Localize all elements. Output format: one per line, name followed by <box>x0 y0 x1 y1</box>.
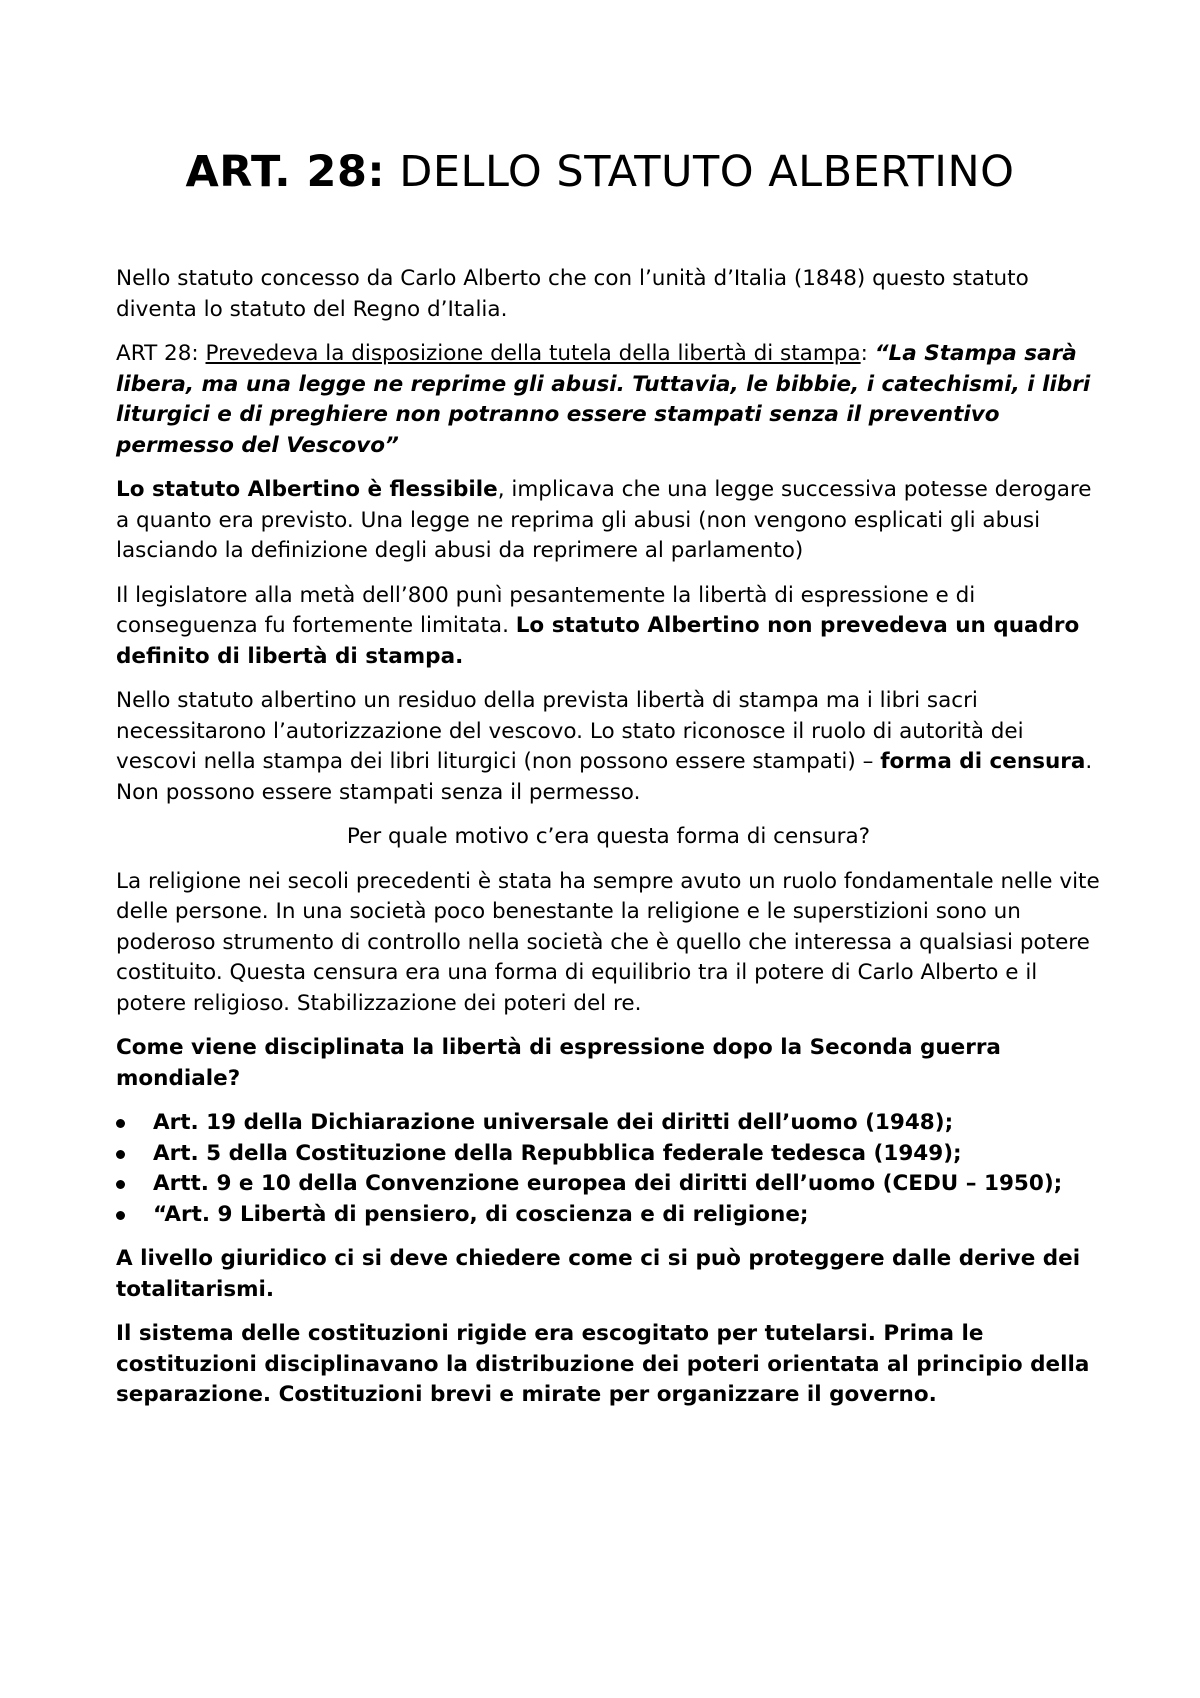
bullet-icon <box>116 1150 125 1159</box>
list-item: “Art. 9 Libertà di pensiero, di coscienza e di religione; <box>116 1200 1101 1231</box>
legislator-bold: Lo statuto Albertino non prevedeva un quadro definito di libertà di stampa. <box>116 613 1080 669</box>
flexible-paragraph <box>116 475 1101 567</box>
postwar-heading: Come viene disciplinata la libertà di espressione dopo la Seconda guerra mondiale? <box>116 1035 1001 1091</box>
legislator-paragraph <box>116 581 1101 673</box>
flexible-bold: Lo statuto Albertino è flessibile <box>116 477 498 502</box>
totalitarianism-paragraph: A livello giuridico ci si deve chiedere come ci si può proteggere dalle derive dei totalitarismi. <box>116 1246 1081 1302</box>
rigid-constitutions-paragraph: Il sistema delle costituzioni rigide era escogitato per tutelarsi. Prima le costituzioni disciplinavano la distribuzione dei poteri orientata al principio della separazione. Costituzioni brevi e mirate per organizzare il governo. <box>116 1321 1090 1407</box>
bullet-icon <box>116 1211 125 1220</box>
art28-colon: : <box>860 341 875 366</box>
art28-quote: “La Stampa sarà libera, ma una legge ne reprime gli abusi. Tuttavia, le bibbie, i catechismi, i libri liturgici e di preghiere non potranno essere stampati senza il preventivo permesso del Vescovo” <box>116 341 1091 458</box>
art28-paragraph <box>116 339 1101 461</box>
residue-paragraph <box>116 686 1101 808</box>
intro-paragraph: Nello statuto concesso da Carlo Alberto che con l’unità d’Italia (1848) questo statuto diventa lo statuto del Regno d’Italia. <box>116 266 1029 322</box>
flexible-rest: , implicava che una legge successiva potesse derogare a quanto era previsto. Una legge ne reprima gli abusi (non vengono esplicati gli abusi lasciando la definizione degli abusi da reprimere al parlamento) <box>116 477 1092 563</box>
list-item: Artt. 9 e 10 della Convenzione europea dei diritti dell’uomo (CEDU – 1950); <box>116 1169 1101 1200</box>
page-title <box>0 144 1200 200</box>
bullet-icon <box>116 1180 125 1189</box>
title-rest: DELLO STATUTO ALBERTINO <box>385 147 1015 197</box>
art28-underlined: Prevedeva la disposizione della tutela della libertà di stampa <box>205 341 861 366</box>
residue-bold: forma di censura <box>880 749 1086 774</box>
residue-rest: . Non possono essere stampati senza il permesso. <box>116 749 1093 805</box>
title-bold: ART. 28: <box>185 147 386 197</box>
bullet-icon <box>116 1119 125 1128</box>
religion-paragraph: La religione nei secoli precedenti è stata ha sempre avuto un ruolo fondamentale nelle vite delle persone. In una società poco benestante la religione e le superstizioni sono un poderoso strumento di controllo nella società che è quello che interessa a qualsiasi potere costituito. Questa censura era una forma di equilibrio tra il potere di Carlo Alberto e il potere religioso. Stabilizzazione dei poteri del re. <box>116 868 1100 1016</box>
list-item: Art. 5 della Costituzione della Repubblica federale tedesca (1949); <box>116 1139 1101 1170</box>
art28-lead: ART 28: <box>116 341 206 366</box>
list-item: Art. 19 della Dichiarazione universale dei diritti dell’uomo (1948); <box>116 1108 1101 1139</box>
legislator-text: Il legislatore alla metà dell’800 punì pesantemente la libertà di espressione e di conseguenza fu fortemente limitata. <box>116 582 976 638</box>
bullet-list <box>116 1108 1101 1230</box>
question-line: Per quale motivo c’era questa forma di censura? <box>346 824 871 849</box>
residue-text: Nello statuto albertino un residuo della prevista libertà di stampa ma i libri sacri necessitarono l’autorizzazione del vescovo. Lo stato riconosce il ruolo di autorità dei vescovi nella stampa dei libri liturgici (non possono essere stampati) – <box>116 688 1024 774</box>
document-body <box>116 264 1101 1425</box>
